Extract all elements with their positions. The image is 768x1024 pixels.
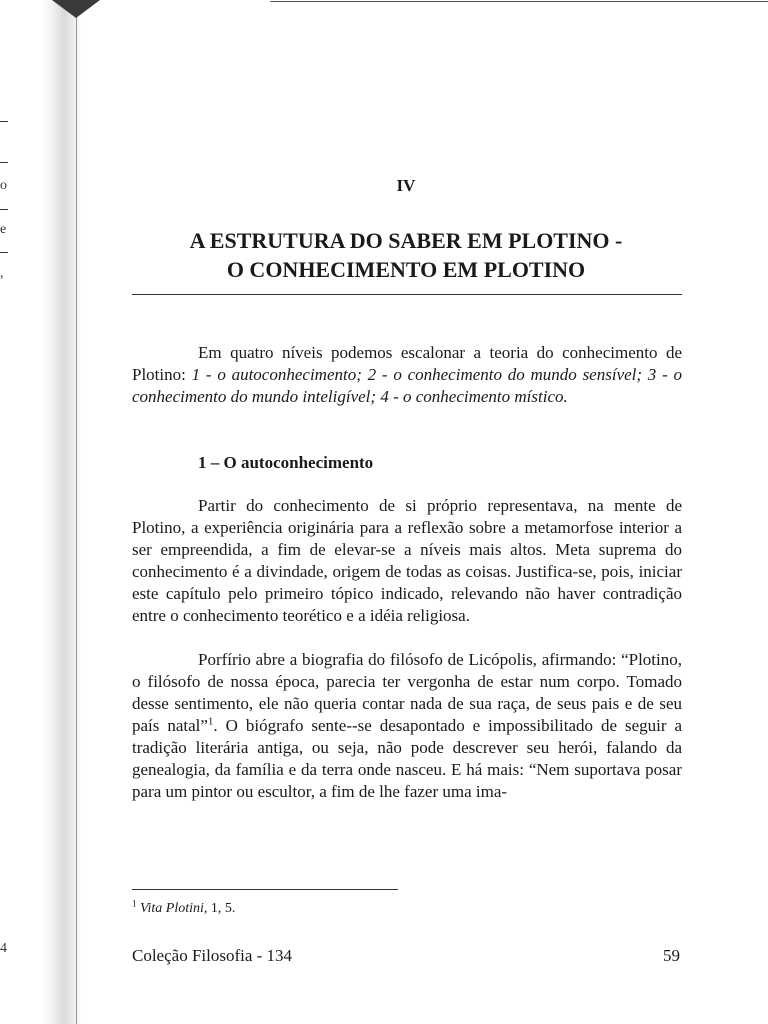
chapter-title xyxy=(130,226,682,284)
footnote-text: 1, 5. xyxy=(207,901,236,916)
top-edge-rule xyxy=(270,1,768,2)
margin-mark: o xyxy=(0,178,7,193)
collection-footer: Coleção Filosofia - 134 xyxy=(132,946,293,965)
paragraph-text: Porfírio abre a biografia do filósofo de Licópolis, afirmando: “Plotino, o filósofo de nossa época, parecia ter vergonha de estar num corpo. Tomado desse sentimento, ele não queria contar nada de sua raça, de seus pais e de seu país natal” xyxy=(132,650,682,735)
body-paragraph: Partir do conhecimento de si próprio representava, na mente de Plotino, a experiência originária para a reflexão sobre a metamorfose interior a ser empreendida, a fim de elevar-se a níveis mais altos. Meta suprema do conhecimento é a divindade, origem de todas as coisas. Justifica-se, pois, iniciar este capítulo pelo primeiro tópico indicado, relevando não haver contradição entre o conhecimento teorético e a idéia religiosa. xyxy=(132,496,682,625)
footnote-number: 1 xyxy=(132,898,137,909)
title-rule xyxy=(132,294,682,295)
section-heading: 1 – O autoconhecimento xyxy=(198,453,374,472)
footnote-title: Vita Plotini, xyxy=(140,901,208,916)
footnote xyxy=(132,898,236,917)
chapter-number: IV xyxy=(396,176,416,195)
margin-mark: e xyxy=(0,222,7,237)
margin-dash xyxy=(0,252,8,253)
margin-dash xyxy=(0,121,8,122)
page-number: 59 xyxy=(663,946,680,965)
margin-dash xyxy=(0,162,8,163)
footnote-reference[interactable]: 1 xyxy=(207,715,214,728)
chapter-title-line: O CONHECIMENTO EM PLOTINO xyxy=(226,257,586,282)
chapter-title-line: A ESTRUTURA DO SABER EM PLOTINO - xyxy=(189,228,623,253)
margin-mark: 4 xyxy=(0,941,7,956)
book-spine-line xyxy=(76,0,77,1024)
binding-ornament xyxy=(52,0,100,18)
intro-text: Em quatro níveis podemos escalonar a teoria do conhecimento de Plotino: xyxy=(132,343,682,384)
body-paragraph xyxy=(132,649,682,803)
paragraph-text: . O biógrafo sente--se desapontado e impossibilitado de seguir a tradição literária antiga, ou seja, não pode descrever seu herói, falando da genealogia, da família e da terra onde nasceu. E há mais: “Nem suportava posar para um pintor ou escultor, a fim de lhe fazer uma ima- xyxy=(132,716,682,801)
margin-mark: , xyxy=(0,266,4,281)
footnote-rule xyxy=(132,889,398,890)
margin-dash xyxy=(0,209,8,210)
intro-paragraph xyxy=(132,342,682,408)
intro-italic-list: 1 - o autoconhecimento; 2 - o conhecimento do mundo sensível; 3 - o conhecimento do mundo inteligível; 4 - o conhecimento místico. xyxy=(132,365,682,406)
